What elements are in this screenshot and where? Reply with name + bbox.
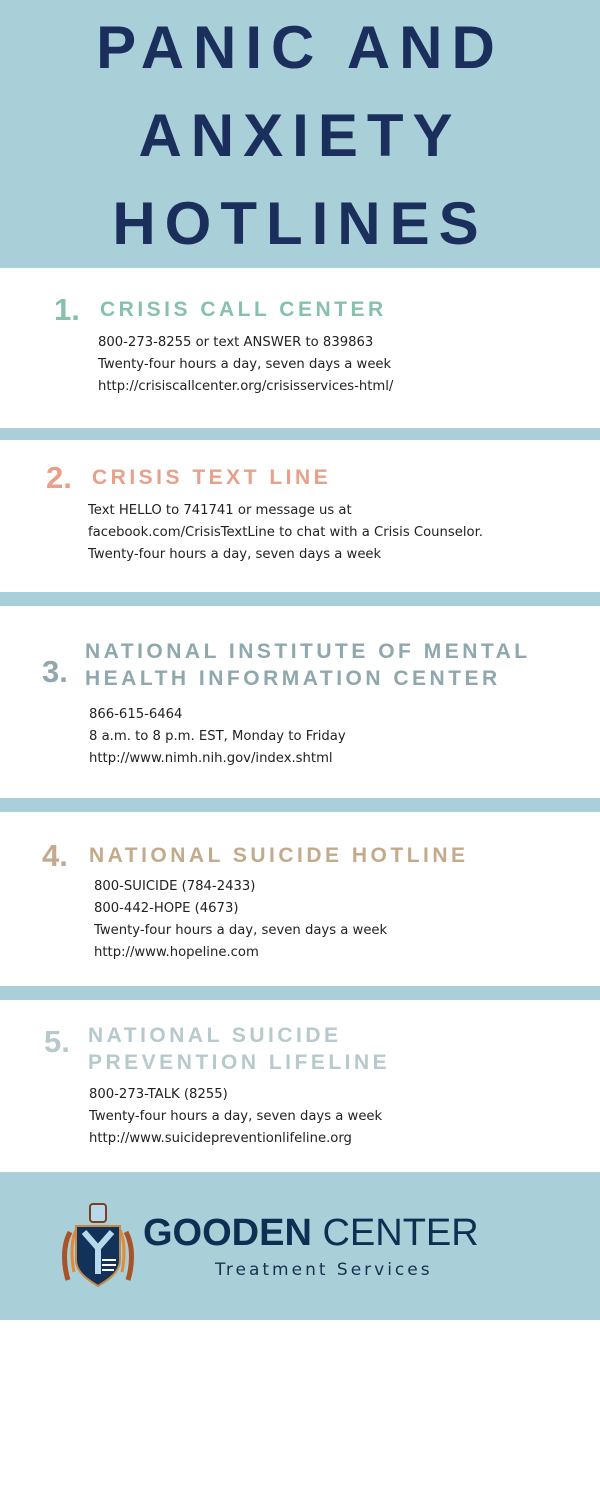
- divider: [0, 428, 600, 440]
- crest-logo-icon: [62, 1202, 134, 1288]
- text-line: Text HELLO to 741741 or message us at: [88, 503, 352, 518]
- title-line-3: HOTLINES: [112, 190, 488, 257]
- divider: [0, 592, 600, 606]
- brand-name: [143, 1212, 479, 1255]
- facebook-line[interactable]: facebook.com/CrisisTextLine to chat with a Crisis Counselor.: [88, 525, 484, 540]
- phone-line: 866-615-6464: [89, 707, 183, 722]
- footer-banner: [0, 1172, 600, 1320]
- url-link[interactable]: http://www.nimh.nih.gov/index.shtml: [89, 751, 333, 766]
- divider: [0, 798, 600, 812]
- hotline-section-2: [0, 440, 600, 592]
- phone-line: 800-273-8255 or text ANSWER to 839863: [98, 335, 374, 350]
- section-number: 5.: [44, 1024, 70, 1059]
- url-link[interactable]: http://www.hopeline.com: [94, 945, 259, 960]
- section-title: CRISIS CALL CENTER: [100, 298, 387, 321]
- section-number: 2.: [46, 460, 72, 495]
- hotline-section-5: [0, 1000, 600, 1172]
- brand-tagline: Treatment Services: [215, 1260, 433, 1280]
- brand-bold: GOODEN: [143, 1212, 312, 1254]
- hotline-section-4: [0, 812, 600, 986]
- phone-line: 800-442-HOPE (4673): [94, 901, 239, 916]
- section-number: 3.: [42, 654, 68, 689]
- section-title-line-1: NATIONAL INSTITUTE OF MENTAL: [85, 640, 531, 663]
- section-title: CRISIS TEXT LINE: [92, 466, 332, 489]
- hours-line: Twenty-four hours a day, seven days a week: [89, 1109, 383, 1124]
- section-title-line-1: NATIONAL SUICIDE: [88, 1024, 342, 1047]
- hotline-section-1: [0, 268, 600, 428]
- divider: [0, 986, 600, 1000]
- hotline-section-3: [0, 606, 600, 798]
- section-title-line-2: PREVENTION LIFELINE: [88, 1051, 391, 1074]
- header-banner: [0, 0, 600, 268]
- section-number: 1.: [54, 292, 80, 327]
- section-title: [85, 638, 531, 692]
- brand-light: CENTER: [322, 1212, 479, 1254]
- section-title: [88, 1022, 390, 1076]
- phone-line: 800-SUICIDE (784-2433): [94, 879, 256, 894]
- section-number: 4.: [42, 838, 68, 873]
- hours-line: Twenty-four hours a day, seven days a week: [88, 547, 382, 562]
- url-link[interactable]: http://crisiscallcenter.org/crisisservices-html/: [98, 379, 394, 394]
- title-line-2: ANXIETY: [138, 102, 462, 169]
- hours-line: Twenty-four hours a day, seven days a week: [98, 357, 392, 372]
- section-title-line-2: HEALTH INFORMATION CENTER: [85, 667, 501, 690]
- hours-line: Twenty-four hours a day, seven days a week: [94, 923, 388, 938]
- url-link[interactable]: http://www.suicidepreventionlifeline.org: [89, 1131, 352, 1146]
- phone-line: 800-273-TALK (8255): [89, 1087, 228, 1102]
- hours-line: 8 a.m. to 8 p.m. EST, Monday to Friday: [89, 729, 346, 744]
- section-title: NATIONAL SUICIDE HOTLINE: [89, 844, 469, 867]
- title-line-1: PANIC AND: [96, 14, 504, 81]
